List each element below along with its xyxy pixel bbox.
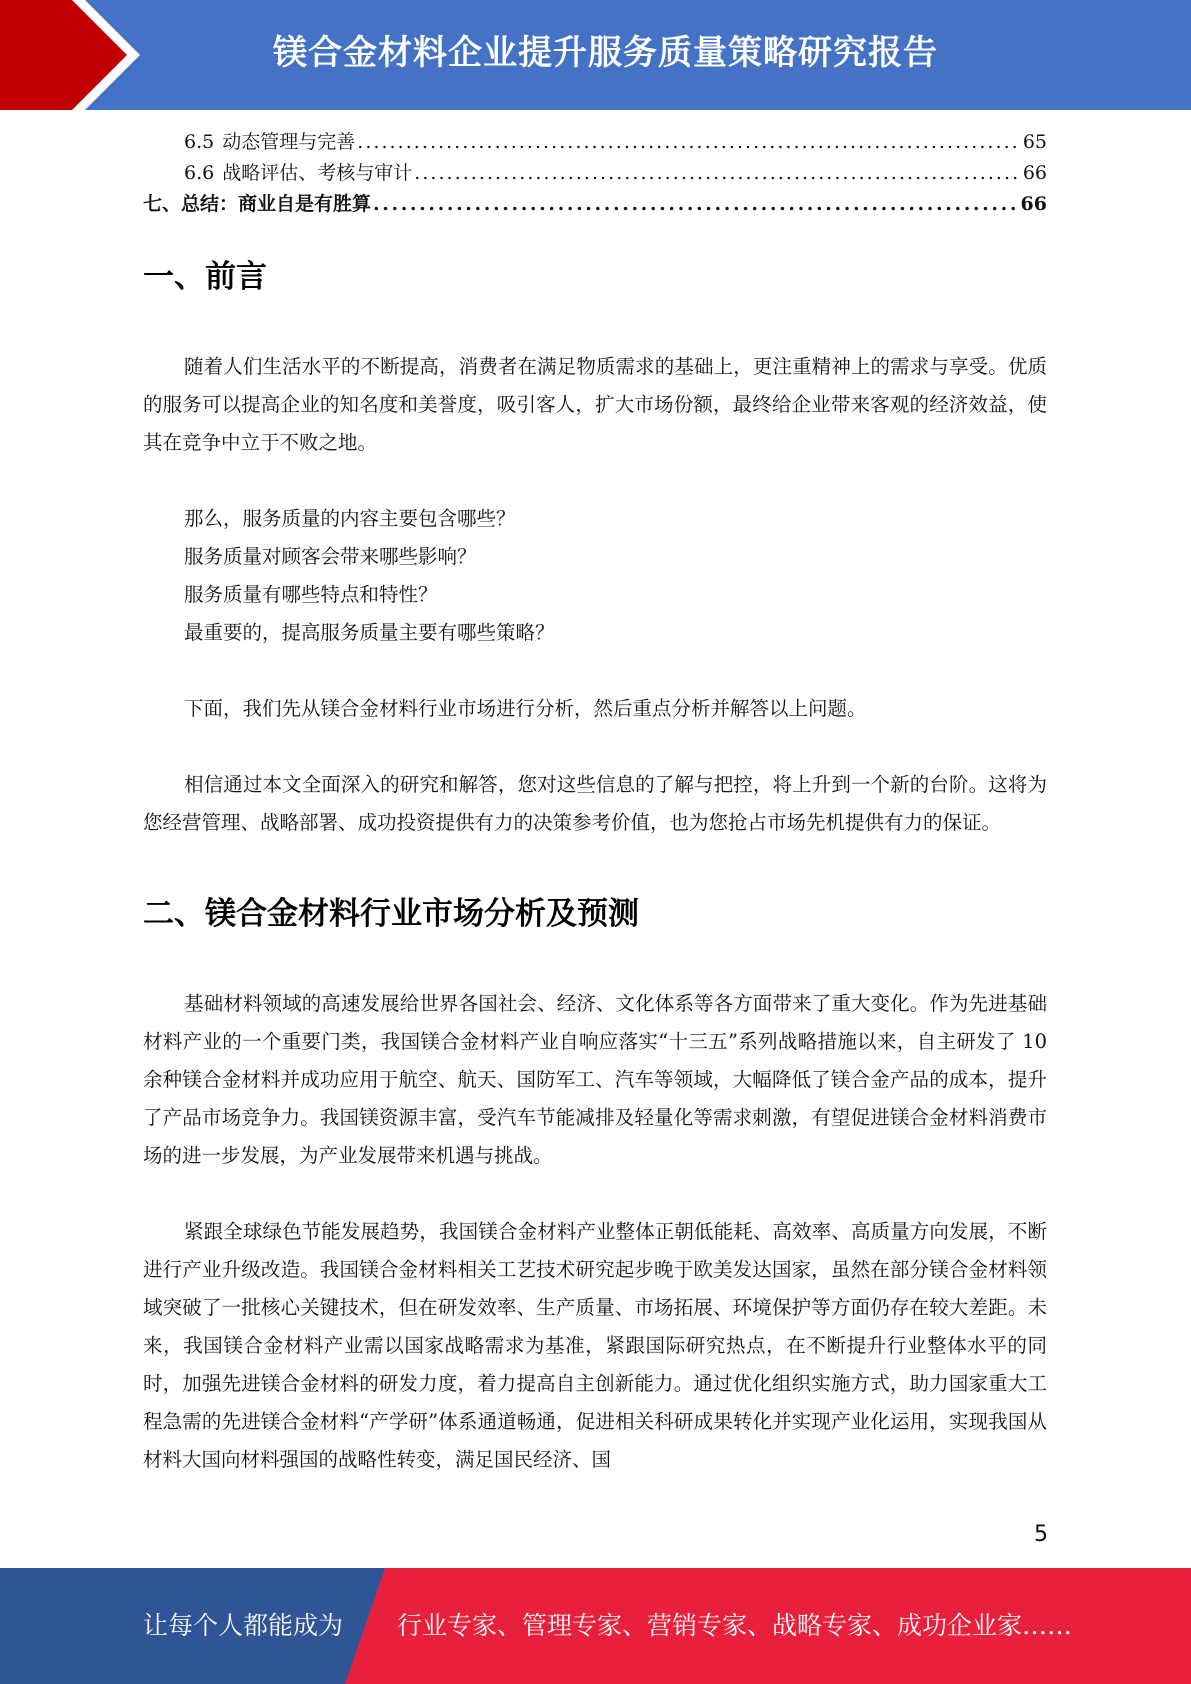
toc-entry-page: 65 xyxy=(1022,131,1047,153)
toc-entry-number: 6.5 xyxy=(184,131,215,153)
table-of-contents xyxy=(143,127,1047,220)
toc-entry-page: 66 xyxy=(1020,193,1047,215)
report-title: 镁合金材料企业提升服务质量策略研究报告 xyxy=(273,33,938,73)
paragraph: 随着人们生活水平的不断提高，消费者在满足物质需求的基础上，更注重精神上的需求与享受。优质的服务可以提高企业的知名度和美誉度，吸引客人，扩大市场份额，最终给企业带来客观的经济效益，使其在竞争中立于不败之地。 xyxy=(143,355,1047,454)
paragraph: 相信通过本文全面深入的研究和解答，您对这些信息的了解与把控，将上升到一个新的台阶。这将为您经营管理、战略部署、成功投资提供有力的决策参考价值，也为您抢占市场先机提供有力的保证。 xyxy=(143,773,1047,834)
question-item: 服务质量对顾客会带来哪些影响？ xyxy=(184,545,477,568)
toc-entry-page: 66 xyxy=(1022,162,1047,184)
toc-leader-dots xyxy=(357,127,1021,158)
page-number: 5 xyxy=(1034,1522,1048,1547)
toc-entry-number: 6.6 xyxy=(184,162,215,184)
footer-slogan-left: 让每个人都能成为 xyxy=(143,1611,344,1640)
question-item: 那么，服务质量的内容主要包含哪些？ xyxy=(184,507,516,530)
footer-banner xyxy=(0,1568,1191,1684)
question-item: 最重要的，提高服务质量主要有哪些策略？ xyxy=(184,621,555,644)
toc-leader-dots xyxy=(414,158,1021,189)
toc-entry-label: 战略评估、考核与审计 xyxy=(222,162,413,184)
paragraph: 下面，我们先从镁合金材料行业市场进行分析，然后重点分析并解答以上问题。 xyxy=(184,697,867,720)
toc-entry-title xyxy=(184,158,412,189)
toc-entry-label: 七、总结：商业自是有胜算 xyxy=(143,193,372,215)
section-heading-preface: 一、前言 xyxy=(143,259,267,295)
header-banner xyxy=(0,0,1191,110)
page-content xyxy=(143,127,1047,1479)
footer-slogan-right: 行业专家、管理专家、营销专家、战略专家、成功企业家…… xyxy=(397,1611,1073,1640)
toc-entry[interactable] xyxy=(143,127,1047,158)
paragraph: 基础材料领域的高速发展给世界各国社会、经济、文化体系等各方面带来了重大变化。作为先进基础材料产业的一个重要门类，我国镁合金材料产业自响应落实“十三五”系列战略措施以来，自主研发了 10 余种镁合金材料并成功应用于航空、航天、国防军工、汽车等领域，大幅降低了镁合金产品的成本，提升了产品市场竞争力。我国镁资源丰富，受汽车节能减排及轻量化等需求刺激，有望促进镁合金材料消费市场的进一步发展，为产业发展带来机遇与挑战。 xyxy=(143,992,1047,1167)
question-list xyxy=(143,500,1047,652)
toc-entry[interactable] xyxy=(143,189,1047,220)
question-item: 服务质量有哪些特点和特性？ xyxy=(184,583,438,606)
toc-entry-label: 动态管理与完善 xyxy=(222,131,356,153)
paragraph: 紧跟全球绿色节能发展趋势，我国镁合金材料产业整体正朝低能耗、高效率、高质量方向发展，不断进行产业升级改造。我国镁合金材料相关工艺技术研究起步晚于欧美发达国家，虽然在部分镁合金材料领域突破了一批核心关键技术，但在研发效率、生产质量、市场拓展、环境保护等方面仍存在较大差距。未来，我国镁合金材料产业需以国家战略需求为基准，紧跟国际研究热点，在不断提升行业整体水平的同时，加强先进镁合金材料的研发力度，着力提高自主创新能力。通过优化组织实施方式，助力国家重大工程急需的先进镁合金材料“产学研”体系通道畅通，促进相关科研成果转化并实现产业化运用，实现我国从材料大国向材料强国的战略性转变，满足国民经济、国 xyxy=(143,1220,1047,1471)
toc-leader-dots xyxy=(373,189,1019,220)
header-chevron-logo xyxy=(0,0,160,110)
section-heading-market-analysis: 二、镁合金材料行业市场分析及预测 xyxy=(143,896,639,932)
toc-entry-title xyxy=(184,127,355,158)
toc-entry[interactable] xyxy=(143,158,1047,189)
